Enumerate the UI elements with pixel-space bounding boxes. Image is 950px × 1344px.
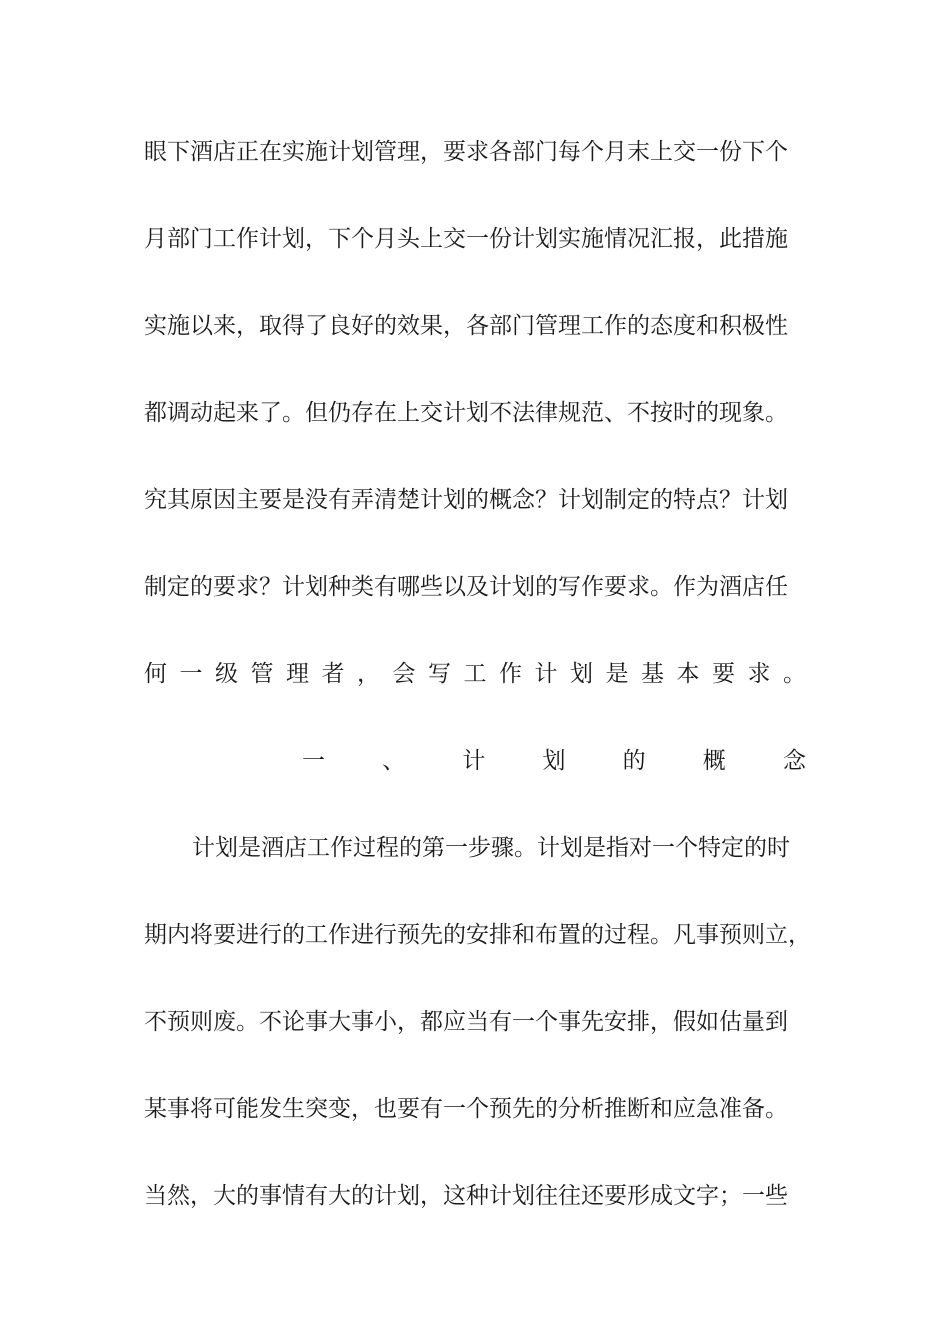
paragraph-2-line-3: 不预则废。不论事大事小，都应当有一个事先安排，假如估量到 bbox=[144, 1009, 788, 1035]
paragraph-1-last-line-char: 本 bbox=[676, 661, 700, 687]
paragraph-1-last-line-char: 要 bbox=[712, 661, 735, 687]
section-heading-char: 的 bbox=[622, 748, 646, 774]
paragraph-2-line-2: 期内将要进行的工作进行预先的安排和布置的过程。凡事预则立， bbox=[144, 922, 811, 948]
paragraph-1-last-line-char: ， bbox=[357, 661, 380, 687]
section-heading-char: 、 bbox=[382, 748, 406, 774]
paragraph-1-last-line-char: 是 bbox=[605, 661, 629, 687]
section-heading-char: 计 bbox=[462, 748, 486, 774]
paragraph-1-last-line-char: 何 bbox=[144, 661, 167, 687]
paragraph-1-last-line-char: 会 bbox=[392, 661, 416, 687]
paragraph-1-line-6: 制定的要求？计划种类有哪些以及计划的写作要求。作为酒店任 bbox=[144, 574, 788, 600]
paragraph-1-last-line-char: 划 bbox=[570, 661, 593, 687]
paragraph-1-last-line-char: 计 bbox=[534, 661, 558, 687]
paragraph-1-line-4: 都调动起来了。但仍存在上交计划不法律规范、不按时的现象。 bbox=[144, 400, 788, 426]
paragraph-1-line-3: 实施以来，取得了良好的效果，各部门管理工作的态度和积极性 bbox=[144, 313, 788, 339]
paragraph-1-last-line-char: 者 bbox=[321, 661, 345, 687]
paragraph-1-last-line-char: 管 bbox=[250, 661, 274, 687]
paragraph-1-last-line-char: 写 bbox=[428, 661, 451, 687]
section-heading-char: 概 bbox=[702, 748, 726, 774]
paragraph-1-last-line bbox=[144, 654, 806, 694]
paragraph-1-last-line-char: 级 bbox=[215, 661, 238, 687]
paragraph-1-last-line-char: 一 bbox=[179, 661, 203, 687]
paragraph-1-last-line-char: 作 bbox=[499, 661, 522, 687]
paragraph-2-line-1: 计划是酒店工作过程的第一步骤。计划是指对一个特定的时 bbox=[192, 835, 790, 861]
paragraph-2-line-4: 某事将可能发生突变，也要有一个预先的分析推断和应急准备。 bbox=[144, 1096, 788, 1122]
paragraph-1-line-2: 月部门工作计划，下个月头上交一份计划实施情况汇报，此措施 bbox=[144, 226, 788, 252]
section-heading bbox=[302, 741, 806, 781]
section-heading-char: 念 bbox=[782, 748, 806, 774]
section-heading-char: 划 bbox=[542, 748, 566, 774]
paragraph-1-last-line-char: 基 bbox=[641, 661, 664, 687]
paragraph-1-last-line-char: 理 bbox=[286, 661, 309, 687]
paragraph-1-last-line-char: 求 bbox=[747, 661, 771, 687]
paragraph-1-last-line-char: 工 bbox=[463, 661, 487, 687]
section-heading-char: 一 bbox=[302, 748, 325, 774]
paragraph-1-last-line-char: 。 bbox=[783, 661, 806, 687]
paragraph-1-line-5: 究其原因主要是没有弄清楚计划的概念？计划制定的特点？计划 bbox=[144, 487, 788, 513]
paragraph-2-line-5: 当然，大的事情有大的计划，这种计划往往还要形成文字；一些 bbox=[144, 1183, 788, 1209]
paragraph-1-line-1: 眼下酒店正在实施计划管理，要求各部门每个月末上交一份下个 bbox=[144, 139, 788, 165]
